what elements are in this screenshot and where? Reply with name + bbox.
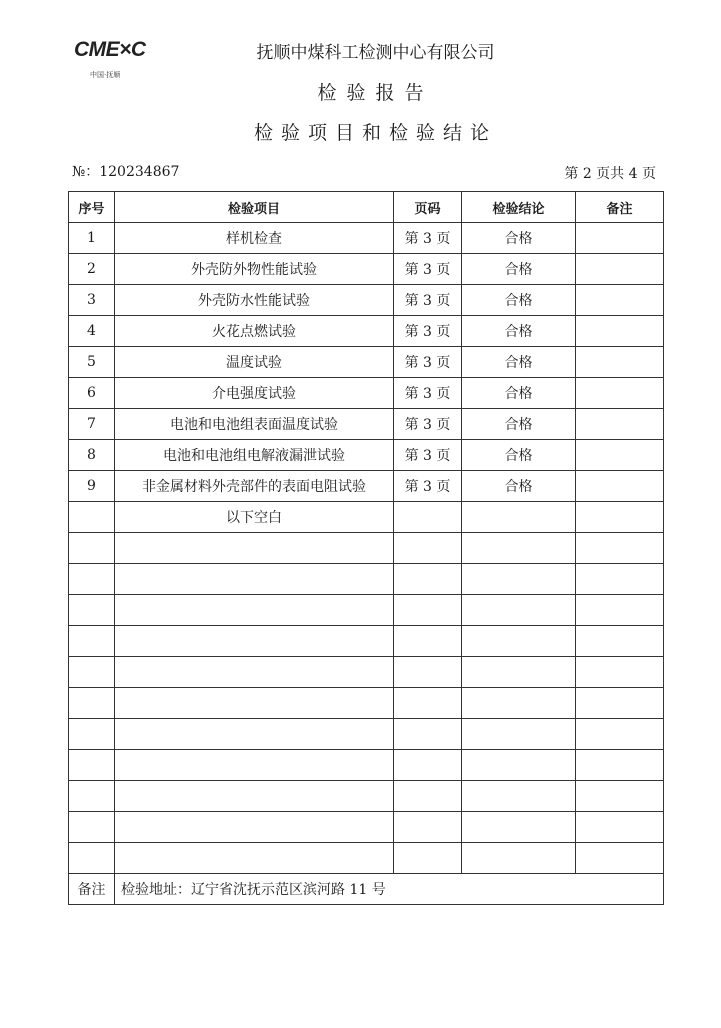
empty-cell <box>462 657 576 688</box>
empty-cell <box>394 533 462 564</box>
empty-cell <box>462 750 576 781</box>
cell-no: 5 <box>69 347 115 378</box>
table-row <box>69 223 664 254</box>
empty-cell <box>462 812 576 843</box>
cell-note <box>576 316 664 347</box>
cell-result: 合格 <box>462 254 576 285</box>
cell-item: 非金属材料外壳部件的表面电阻试验 <box>115 471 394 502</box>
cell-result: 合格 <box>462 285 576 316</box>
inspection-table <box>68 191 664 905</box>
cell-result <box>462 502 576 533</box>
cell-item: 温度试验 <box>115 347 394 378</box>
empty-cell <box>115 657 394 688</box>
empty-cell <box>69 564 115 595</box>
empty-cell <box>115 626 394 657</box>
empty-cell <box>576 719 664 750</box>
cell-item: 外壳防外物性能试验 <box>115 254 394 285</box>
empty-cell <box>576 750 664 781</box>
cell-result: 合格 <box>462 223 576 254</box>
table-row <box>69 347 664 378</box>
empty-cell <box>115 750 394 781</box>
empty-cell <box>115 688 394 719</box>
cell-no: 2 <box>69 254 115 285</box>
cell-result: 合格 <box>462 378 576 409</box>
remark-label: 备注 <box>69 874 115 905</box>
table-row <box>69 471 664 502</box>
empty-cell <box>69 750 115 781</box>
cell-no: 9 <box>69 471 115 502</box>
cell-item: 火花点燃试验 <box>115 316 394 347</box>
cell-page: 第 3 页 <box>394 285 462 316</box>
cell-note <box>576 347 664 378</box>
cell-no: 8 <box>69 440 115 471</box>
empty-cell <box>115 564 394 595</box>
cell-result: 合格 <box>462 471 576 502</box>
cell-page: 第 3 页 <box>394 347 462 378</box>
empty-row <box>69 533 664 564</box>
cell-note <box>576 502 664 533</box>
cell-item: 电池和电池组电解液漏泄试验 <box>115 440 394 471</box>
empty-row <box>69 719 664 750</box>
empty-cell <box>69 595 115 626</box>
page-indicator: 第 2 页共 4 页 <box>564 166 656 182</box>
table-row <box>69 502 664 533</box>
logo-subtext: 中国·抚顺 <box>90 71 121 79</box>
empty-cell <box>576 626 664 657</box>
empty-cell <box>462 626 576 657</box>
cell-page: 第 3 页 <box>394 316 462 347</box>
empty-row <box>69 812 664 843</box>
cell-no: 6 <box>69 378 115 409</box>
table-row <box>69 254 664 285</box>
empty-cell <box>462 719 576 750</box>
empty-cell <box>115 812 394 843</box>
empty-cell <box>394 626 462 657</box>
empty-cell <box>115 719 394 750</box>
empty-cell <box>394 812 462 843</box>
empty-cell <box>394 750 462 781</box>
empty-cell <box>576 564 664 595</box>
table-row <box>69 409 664 440</box>
cell-page: 第 3 页 <box>394 378 462 409</box>
cell-note <box>576 254 664 285</box>
table-body <box>69 223 664 905</box>
cell-no: 3 <box>69 285 115 316</box>
empty-cell <box>462 564 576 595</box>
cell-result: 合格 <box>462 347 576 378</box>
header-page: 页码 <box>394 192 462 223</box>
cell-page: 第 3 页 <box>394 440 462 471</box>
table-row <box>69 378 664 409</box>
empty-cell <box>394 843 462 874</box>
remark-row <box>69 874 664 905</box>
cell-note <box>576 285 664 316</box>
report-number: №：120234867 <box>72 164 180 180</box>
cell-no: 1 <box>69 223 115 254</box>
cell-note <box>576 378 664 409</box>
cell-result: 合格 <box>462 409 576 440</box>
cell-no: 4 <box>69 316 115 347</box>
empty-row <box>69 688 664 719</box>
cell-note <box>576 440 664 471</box>
empty-cell <box>576 595 664 626</box>
report-title: 检验报告 <box>317 82 434 104</box>
empty-cell <box>69 812 115 843</box>
cell-page: 第 3 页 <box>394 254 462 285</box>
remark-content: 检验地址：辽宁省沈抚示范区滨河路 11 号 <box>115 874 664 905</box>
empty-cell <box>576 843 664 874</box>
empty-cell <box>462 843 576 874</box>
empty-cell <box>69 657 115 688</box>
table-row <box>69 285 664 316</box>
table-row <box>69 440 664 471</box>
empty-cell <box>394 595 462 626</box>
cell-page: 第 3 页 <box>394 223 462 254</box>
empty-cell <box>115 533 394 564</box>
empty-cell <box>69 843 115 874</box>
empty-cell <box>394 781 462 812</box>
cell-no: 7 <box>69 409 115 440</box>
header-no: 序号 <box>69 192 115 223</box>
empty-cell <box>115 781 394 812</box>
table-row <box>69 316 664 347</box>
empty-cell <box>394 657 462 688</box>
empty-cell <box>462 781 576 812</box>
cell-no <box>69 502 115 533</box>
cell-item: 以下空白 <box>115 502 394 533</box>
empty-cell <box>115 843 394 874</box>
cell-item: 介电强度试验 <box>115 378 394 409</box>
cell-page: 第 3 页 <box>394 471 462 502</box>
cell-item: 外壳防水性能试验 <box>115 285 394 316</box>
header-item: 检验项目 <box>115 192 394 223</box>
empty-cell <box>462 595 576 626</box>
company-name: 抚顺中煤科工检测中心有限公司 <box>256 43 495 63</box>
cell-note <box>576 409 664 440</box>
empty-cell <box>394 719 462 750</box>
empty-cell <box>115 595 394 626</box>
empty-row <box>69 781 664 812</box>
empty-row <box>69 564 664 595</box>
empty-row <box>69 657 664 688</box>
empty-cell <box>576 812 664 843</box>
empty-cell <box>576 533 664 564</box>
header-result: 检验结论 <box>462 192 576 223</box>
report-subtitle: 检验项目和检验结论 <box>253 122 497 144</box>
empty-cell <box>394 688 462 719</box>
cell-page <box>394 502 462 533</box>
empty-cell <box>576 781 664 812</box>
empty-cell <box>462 688 576 719</box>
cell-item: 样机检查 <box>115 223 394 254</box>
header-note: 备注 <box>576 192 664 223</box>
empty-row <box>69 595 664 626</box>
empty-cell <box>69 626 115 657</box>
empty-cell <box>69 719 115 750</box>
empty-cell <box>576 688 664 719</box>
cell-item: 电池和电池组表面温度试验 <box>115 409 394 440</box>
cell-result: 合格 <box>462 440 576 471</box>
empty-cell <box>462 533 576 564</box>
empty-cell <box>69 688 115 719</box>
empty-cell <box>69 781 115 812</box>
table-header-row <box>69 192 664 223</box>
empty-row <box>69 626 664 657</box>
empty-row <box>69 750 664 781</box>
cell-note <box>576 471 664 502</box>
empty-cell <box>69 533 115 564</box>
cell-result: 合格 <box>462 316 576 347</box>
empty-row <box>69 843 664 874</box>
logo-text: CME×C <box>74 38 146 61</box>
empty-cell <box>394 564 462 595</box>
empty-cell <box>576 657 664 688</box>
cell-page: 第 3 页 <box>394 409 462 440</box>
cell-note <box>576 223 664 254</box>
